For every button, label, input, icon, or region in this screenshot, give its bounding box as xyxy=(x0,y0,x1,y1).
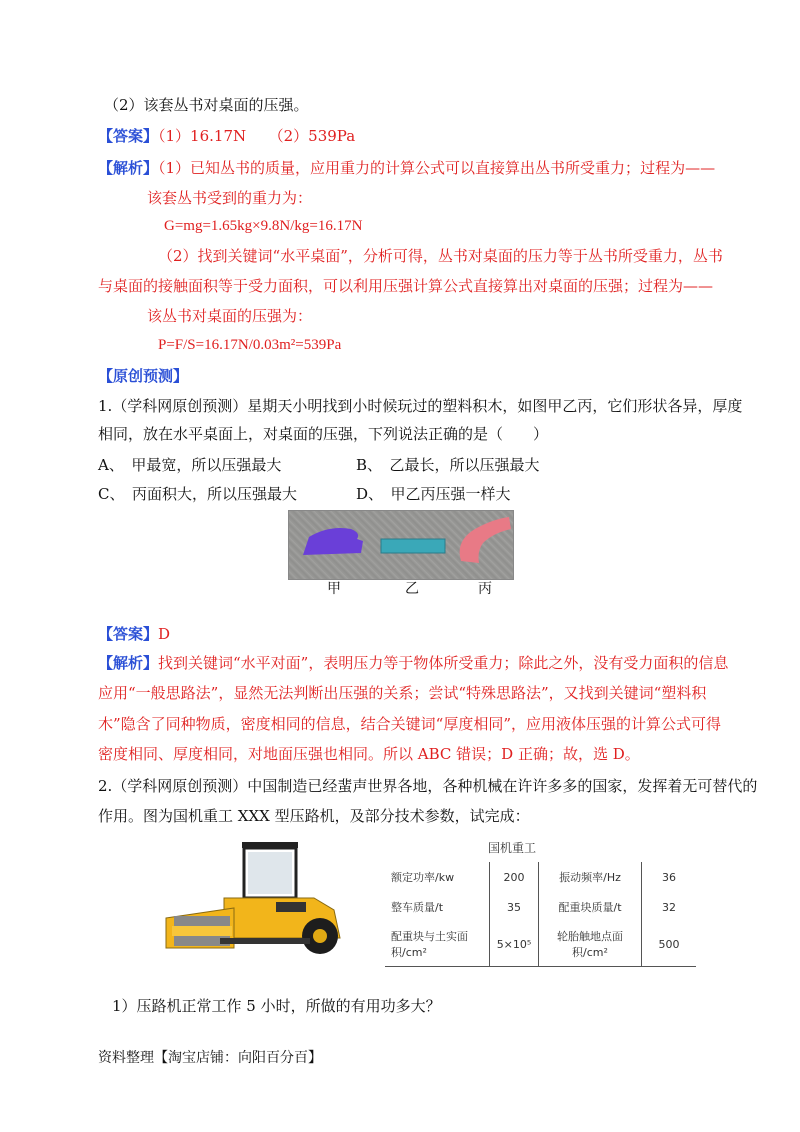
analysis-text: （1）已知丛书的质量，应用重力的计算公式可以直接算出丛书所受重力；过程为—— xyxy=(158,159,716,177)
answer-tag: 【答案】 xyxy=(98,625,159,643)
answer-tag: 【答案】 xyxy=(98,127,159,145)
answer-text: D xyxy=(158,625,171,643)
caption-bing: 丙 xyxy=(478,581,492,597)
table-cell: 整车质量/t xyxy=(391,901,444,914)
analysis-2-line-4: 密度相同、厚度相同，对地面压强也相同。所以 ABC 错误；D 正确；故，选 D。 xyxy=(98,745,640,763)
params-table-title: 国机重工 xyxy=(488,841,537,855)
analysis-1-line-4: 与桌面的接触面积等于受力面积，可以利用压强计算公式直接算出对桌面的压强；过程为—— xyxy=(98,277,714,295)
q2-line-2: 作用。图为国机重工 XXX 型压路机，及部分技术参数，试完成： xyxy=(98,807,530,825)
answer-text: （1）16.17N （2）539Pa xyxy=(158,127,356,145)
block-jia xyxy=(303,528,363,555)
table-cell: 500 xyxy=(642,922,697,967)
table-cell: 额定功率/kw xyxy=(391,871,455,884)
table-cell: 200 xyxy=(490,862,539,892)
q1-option-c: C、 丙面积大，所以压强最大 xyxy=(98,485,297,503)
table-row xyxy=(385,892,696,922)
answer-1 xyxy=(98,126,355,146)
q1-line-2: 相同，放在水平桌面上，对桌面的压强，下列说法正确的是（ ） xyxy=(98,425,549,443)
equation-gravity: G=mg=1.65kg×9.8N/kg=16.17N xyxy=(164,218,363,234)
block-yi xyxy=(381,539,445,553)
table-cell: 5×10⁵ xyxy=(490,922,539,967)
table-row xyxy=(385,922,696,967)
analysis-1-line-5: 该丛书对桌面的压强为： xyxy=(147,307,313,325)
block-bing xyxy=(460,517,511,563)
q1-option-d: D、 甲乙丙压强一样大 xyxy=(356,485,511,503)
caption-jia: 甲 xyxy=(327,581,341,597)
analysis-1-line-1 xyxy=(98,158,715,178)
question-part-2: （2）该套丛书对桌面的压强。 xyxy=(104,96,309,114)
equation-pressure: P=F/S=16.17N/0.03m²=539Pa xyxy=(158,337,342,353)
table-cell: 轮胎触地点面积/cm² xyxy=(539,922,642,967)
q2-subquestion-1: 1）压路机正常工作 5 小时，所做的有用功多大？ xyxy=(112,997,441,1015)
analysis-tag: 【解析】 xyxy=(98,159,159,177)
q1-option-b: B、 乙最长，所以压强最大 xyxy=(356,456,540,474)
road-roller-image xyxy=(164,838,360,960)
table-cell: 35 xyxy=(490,892,539,922)
section-title: 【原创预测】 xyxy=(98,367,189,385)
analysis-1-line-3: （2）找到关键词“水平桌面”，分析可得，丛书对桌面的压力等于丛书所受重力，丛书 xyxy=(158,247,723,265)
analysis-2-line-3: 木”隐含了同种物质，密度相同的信息，结合关键词“厚度相同”，应用液体压强的计算公式可得 xyxy=(98,715,722,733)
blocks-photo xyxy=(288,510,514,580)
q2-line-1: 2.（学科网原创预测）中国制造已经蜚声世界各地，各种机械在许许多多的国家，发挥着无可替代的 xyxy=(98,777,758,795)
analysis-1-line-2: 该套丛书受到的重力为： xyxy=(147,189,313,207)
footer: 资料整理【淘宝店铺：向阳百分百】 xyxy=(98,1050,322,1066)
params-table xyxy=(385,862,696,967)
analysis-2-line-2: 应用“一般思路法”，显然无法判断出压强的关系；尝试“特殊思路法”，又找到关键词“塑料积 xyxy=(98,684,707,702)
answer-2 xyxy=(98,624,170,644)
caption-yi: 乙 xyxy=(405,581,419,597)
table-cell: 32 xyxy=(642,892,697,922)
blocks-illustration xyxy=(289,511,513,579)
q1-line-1: 1.（学科网原创预测）星期天小明找到小时候玩过的塑料积木，如图甲乙丙，它们形状各异，厚度 xyxy=(98,397,743,415)
table-cell: 振动频率/Hz xyxy=(559,871,621,884)
analysis-2-line-1 xyxy=(98,653,728,673)
road-roller-illustration xyxy=(164,838,360,956)
table-cell: 36 xyxy=(642,862,697,892)
analysis-tag: 【解析】 xyxy=(98,654,159,672)
table-cell: 配重块与土实面积/cm² xyxy=(385,922,490,967)
table-row xyxy=(385,862,696,892)
analysis-text: 找到关键词“水平对面”，表明压力等于物体所受重力；除此之外，没有受力面积的信息 xyxy=(158,654,729,672)
table-cell: 配重块质量/t xyxy=(558,901,622,914)
q1-option-a: A、 甲最宽，所以压强最大 xyxy=(98,456,282,474)
